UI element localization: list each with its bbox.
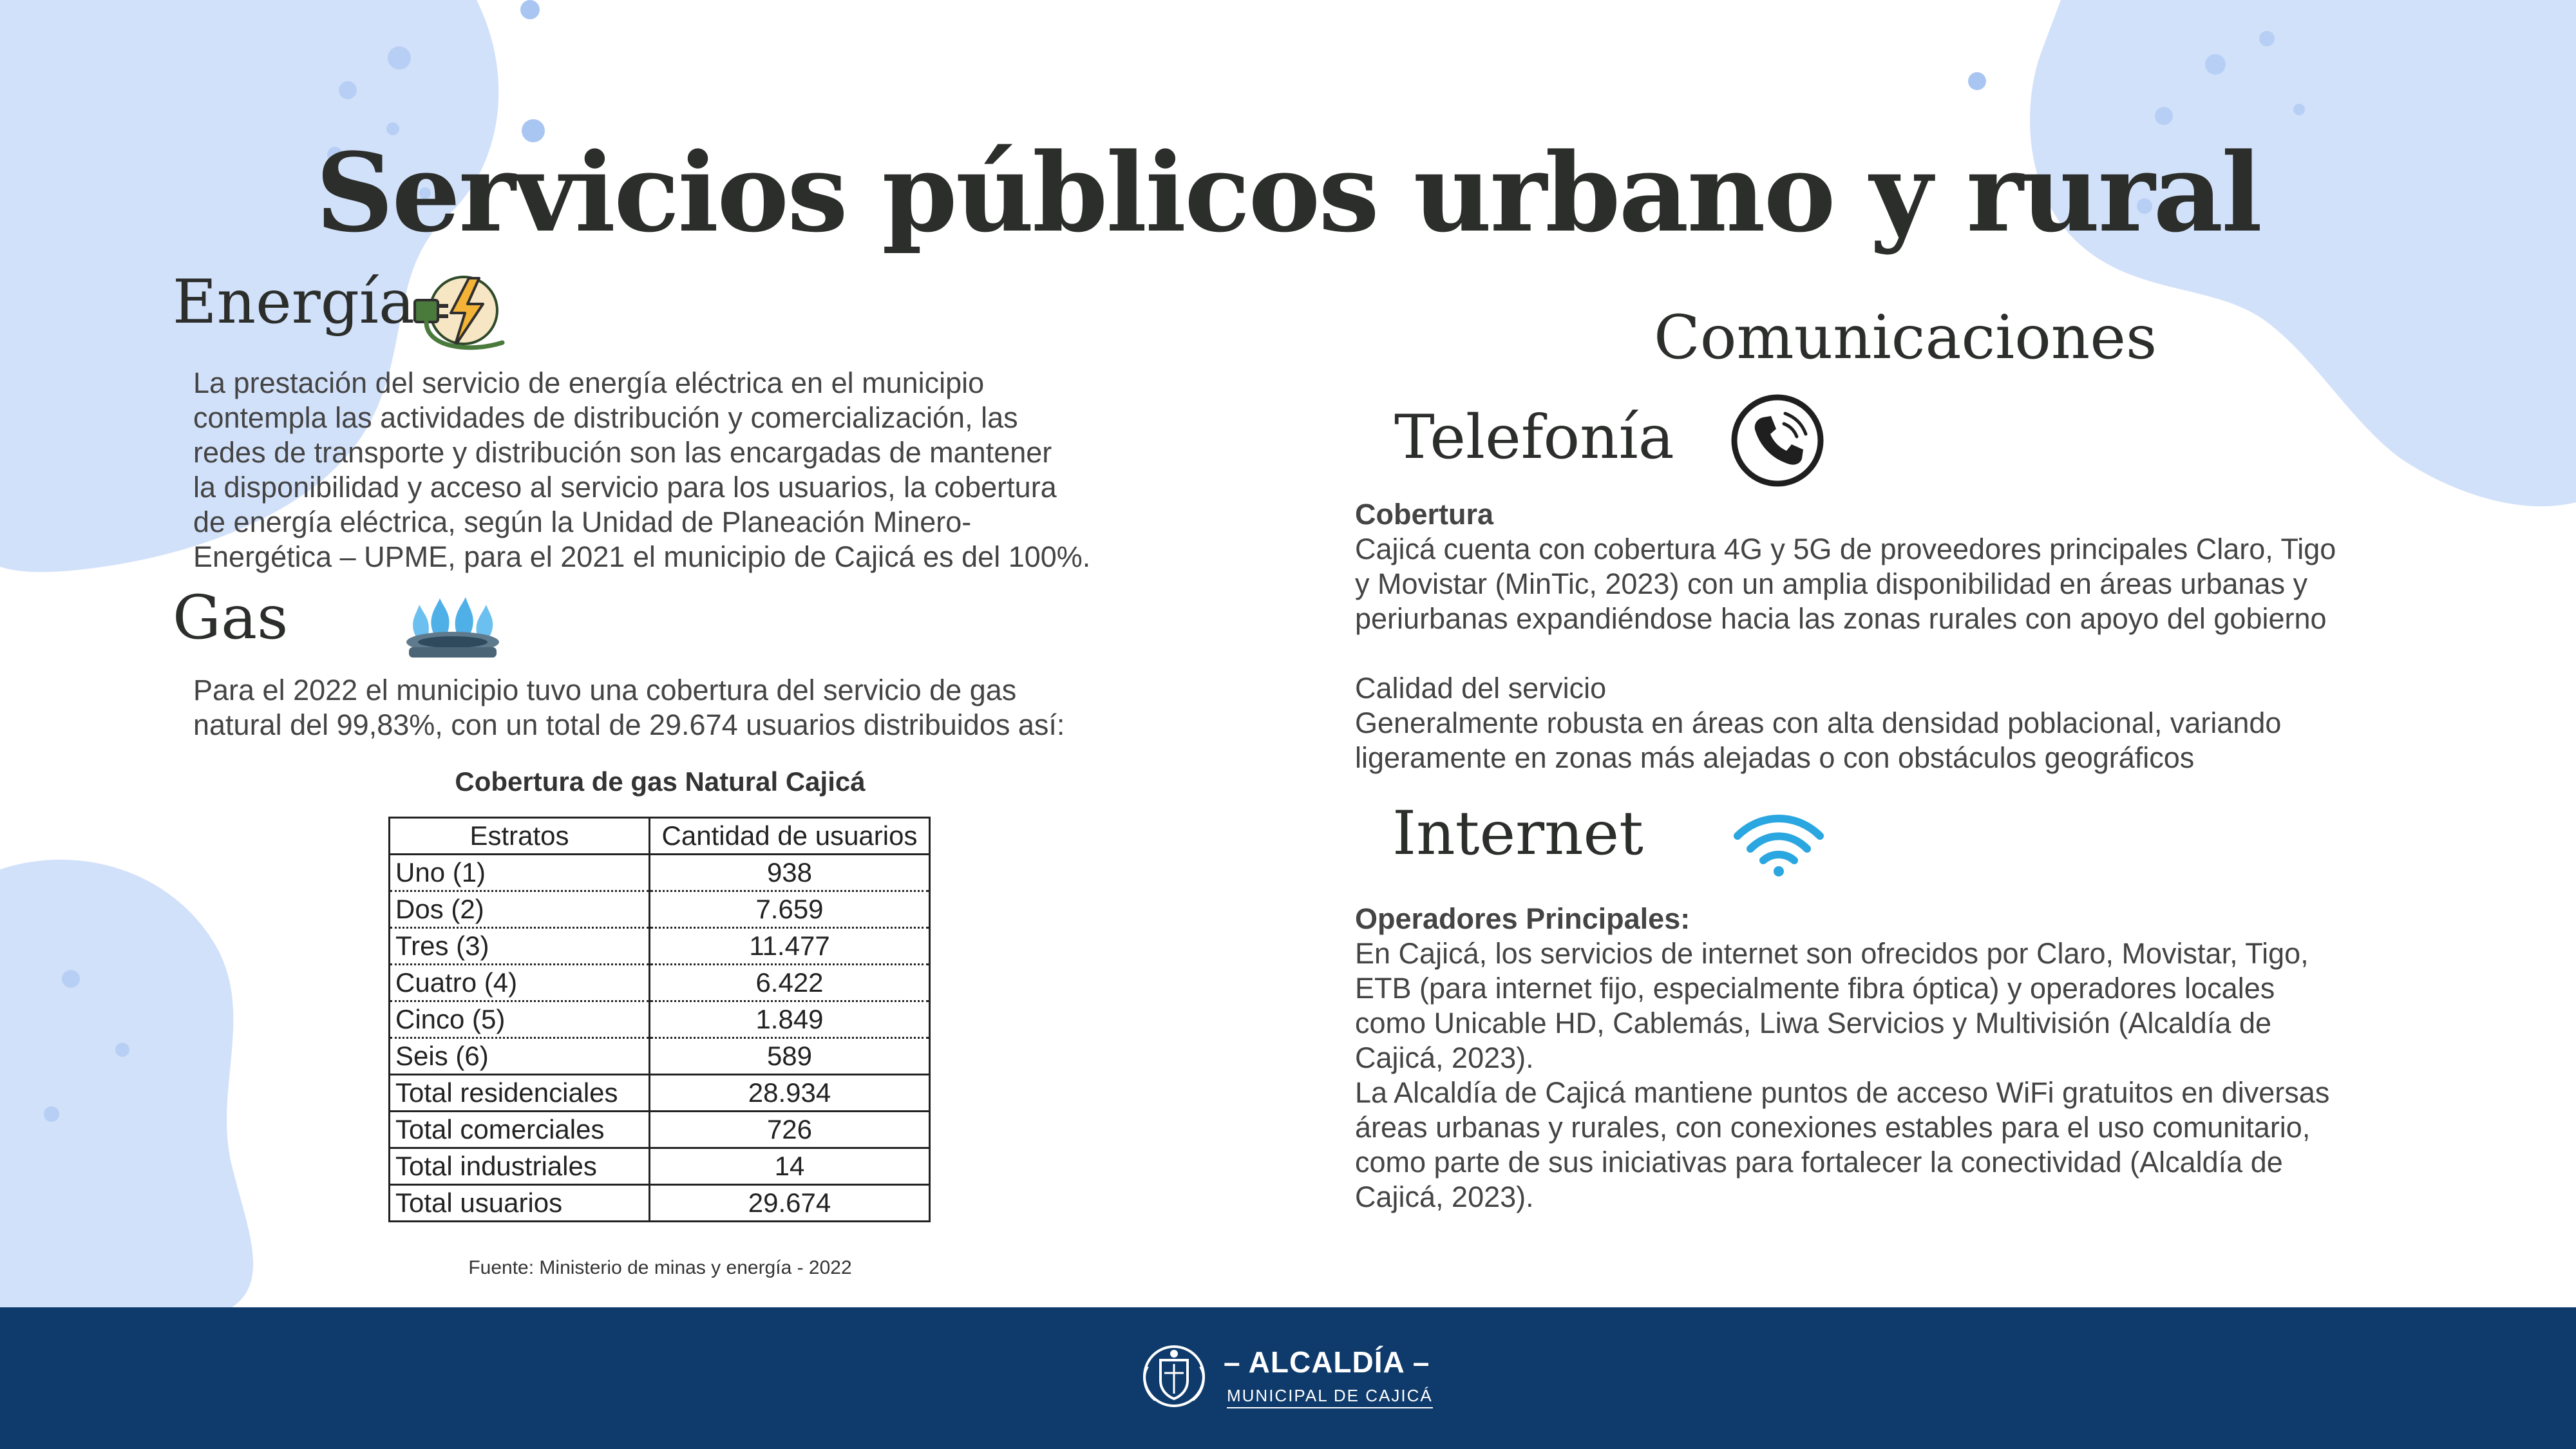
- text-line: En Cajicá, los servicios de internet son ofrecidos por Claro, Movistar, Tigo,: [1355, 937, 2309, 970]
- table-row: [390, 965, 930, 1001]
- background-blob-bottom-left: [0, 844, 270, 1307]
- usuarios-cell: 7.659: [650, 891, 930, 928]
- municipal-coat-of-arms-icon: [1139, 1341, 1209, 1412]
- text-line: y Movistar (MinTic, 2023) con un amplia disponibilidad en áreas urbanas y: [1355, 567, 2308, 600]
- table-row: [390, 1112, 930, 1148]
- text-line: de energía eléctrica, según la Unidad de Planeación Minero-: [193, 506, 972, 538]
- text-line: periurbanas expandiéndose hacia las zonas rurales con apoyo del gobierno: [1355, 602, 2327, 635]
- table-row: [390, 1185, 930, 1222]
- estrato-cell: Seis (6): [390, 1038, 650, 1075]
- comunicaciones-heading: Comunicaciones: [1654, 303, 2157, 373]
- page-title: Servicios públicos urbano y rural: [315, 129, 2261, 256]
- text-line: natural del 99,83%, con un total de 29.674 usuarios distribuidos así:: [193, 708, 1065, 741]
- estrato-cell: Total comerciales: [390, 1112, 650, 1148]
- usuarios-cell: 11.477: [650, 928, 930, 965]
- text-line: la disponibilidad y acceso al servicio para los usuarios, la cobertura: [193, 471, 1057, 504]
- usuarios-cell: 726: [650, 1112, 930, 1148]
- table-row: [390, 1038, 930, 1075]
- estrato-cell: Tres (3): [390, 928, 650, 965]
- calidad-label: Calidad del servicio: [1355, 672, 1607, 705]
- estrato-cell: Total industriales: [390, 1148, 650, 1185]
- text-line: La Alcaldía de Cajicá mantiene puntos de acceso WiFi gratuitos en diversas: [1355, 1076, 2330, 1109]
- table-row: [390, 1148, 930, 1185]
- gas-table-title: Cobertura de gas Natural Cajicá: [455, 766, 866, 797]
- footer-subtitle: MUNICIPAL DE CAJICÁ: [1227, 1386, 1433, 1408]
- usuarios-cell: 6.422: [650, 965, 930, 1001]
- text-line: Energética – UPME, para el 2021 el municipio de Cajicá es del 100%.: [193, 540, 1091, 573]
- gas-burner-icon: [402, 596, 502, 663]
- estrato-cell: Cinco (5): [390, 1001, 650, 1038]
- table-row: [390, 1075, 930, 1112]
- background-blob-top-right: [1996, 0, 2576, 515]
- estrato-cell: Cuatro (4): [390, 965, 650, 1001]
- text-line: Cajicá cuenta con cobertura 4G y 5G de proveedores principales Claro, Tigo: [1355, 533, 2336, 565]
- cobertura-label: Cobertura: [1355, 498, 1494, 531]
- decorative-dot: [520, 0, 540, 19]
- table-row: [390, 855, 930, 891]
- energia-heading: Energía: [173, 267, 415, 337]
- column-header-estratos: Estratos: [390, 818, 650, 855]
- telefonia-section: [1355, 497, 2540, 775]
- usuarios-cell: 938: [650, 855, 930, 891]
- table-row: [390, 928, 930, 965]
- estrato-cell: Total residenciales: [390, 1075, 650, 1112]
- table-source: Fuente: Ministerio de minas y energía - 2022: [468, 1257, 852, 1278]
- gas-coverage-table: [388, 817, 931, 1222]
- text-line: Generalmente robusta en áreas con alta densidad poblacional, variando: [1355, 706, 2282, 739]
- estrato-cell: Dos (2): [390, 891, 650, 928]
- internet-section: [1355, 902, 2540, 1215]
- wifi-icon: [1732, 813, 1826, 877]
- text-line: La prestación del servicio de energía eléctrica en el municipio: [193, 366, 985, 399]
- text-line: como parte de sus iniciativas para fortalecer la conectividad (Alcaldía de: [1355, 1146, 2283, 1179]
- footer-bar: [0, 1307, 2576, 1449]
- usuarios-cell: 589: [650, 1038, 930, 1075]
- footer-name: – ALCALDÍA –: [1224, 1345, 1430, 1379]
- energia-paragraph: [193, 366, 1198, 574]
- text-line: Cajicá, 2023).: [1355, 1180, 1534, 1213]
- text-line: redes de transporte y distribución son las encargadas de mantener: [193, 436, 1052, 469]
- table-row: [390, 891, 930, 928]
- table-header-row: [390, 818, 930, 855]
- estrato-cell: Uno (1): [390, 855, 650, 891]
- text-line: contempla las actividades de distribución y comercialización, las: [193, 401, 1018, 434]
- usuarios-cell: 14: [650, 1148, 930, 1185]
- phone-icon: [1730, 393, 1825, 488]
- gas-heading: Gas: [173, 583, 289, 653]
- usuarios-cell: 28.934: [650, 1075, 930, 1112]
- internet-heading: Internet: [1392, 799, 1643, 869]
- operadores-label: Operadores Principales:: [1355, 902, 1690, 935]
- usuarios-cell: 1.849: [650, 1001, 930, 1038]
- column-header-cantidad: Cantidad de usuarios: [650, 818, 930, 855]
- text-line: ETB (para internet fijo, especialmente fibra óptica) y operadores locales: [1355, 972, 2275, 1005]
- text-line: ligeramente en zonas más alejadas o con obstáculos geográficos: [1355, 741, 2195, 774]
- decorative-dot: [1968, 72, 1986, 90]
- text-line: Cajicá, 2023).: [1355, 1041, 1534, 1074]
- text-line: Para el 2022 el municipio tuvo una cobertura del servicio de gas: [193, 674, 1017, 706]
- table-row: [390, 1001, 930, 1038]
- text-line: como Unicable HD, Cablemás, Liwa Servicios y Multivisión (Alcaldía de: [1355, 1007, 2272, 1039]
- telefonia-heading: Telefonía: [1394, 402, 1674, 473]
- text-line: áreas urbanas y rurales, con conexiones estables para el uso comunitario,: [1355, 1111, 2311, 1144]
- plug-lightning-icon: [412, 270, 509, 357]
- estrato-cell: Total usuarios: [390, 1185, 650, 1222]
- usuarios-cell: 29.674: [650, 1185, 930, 1222]
- gas-paragraph: [193, 673, 1198, 743]
